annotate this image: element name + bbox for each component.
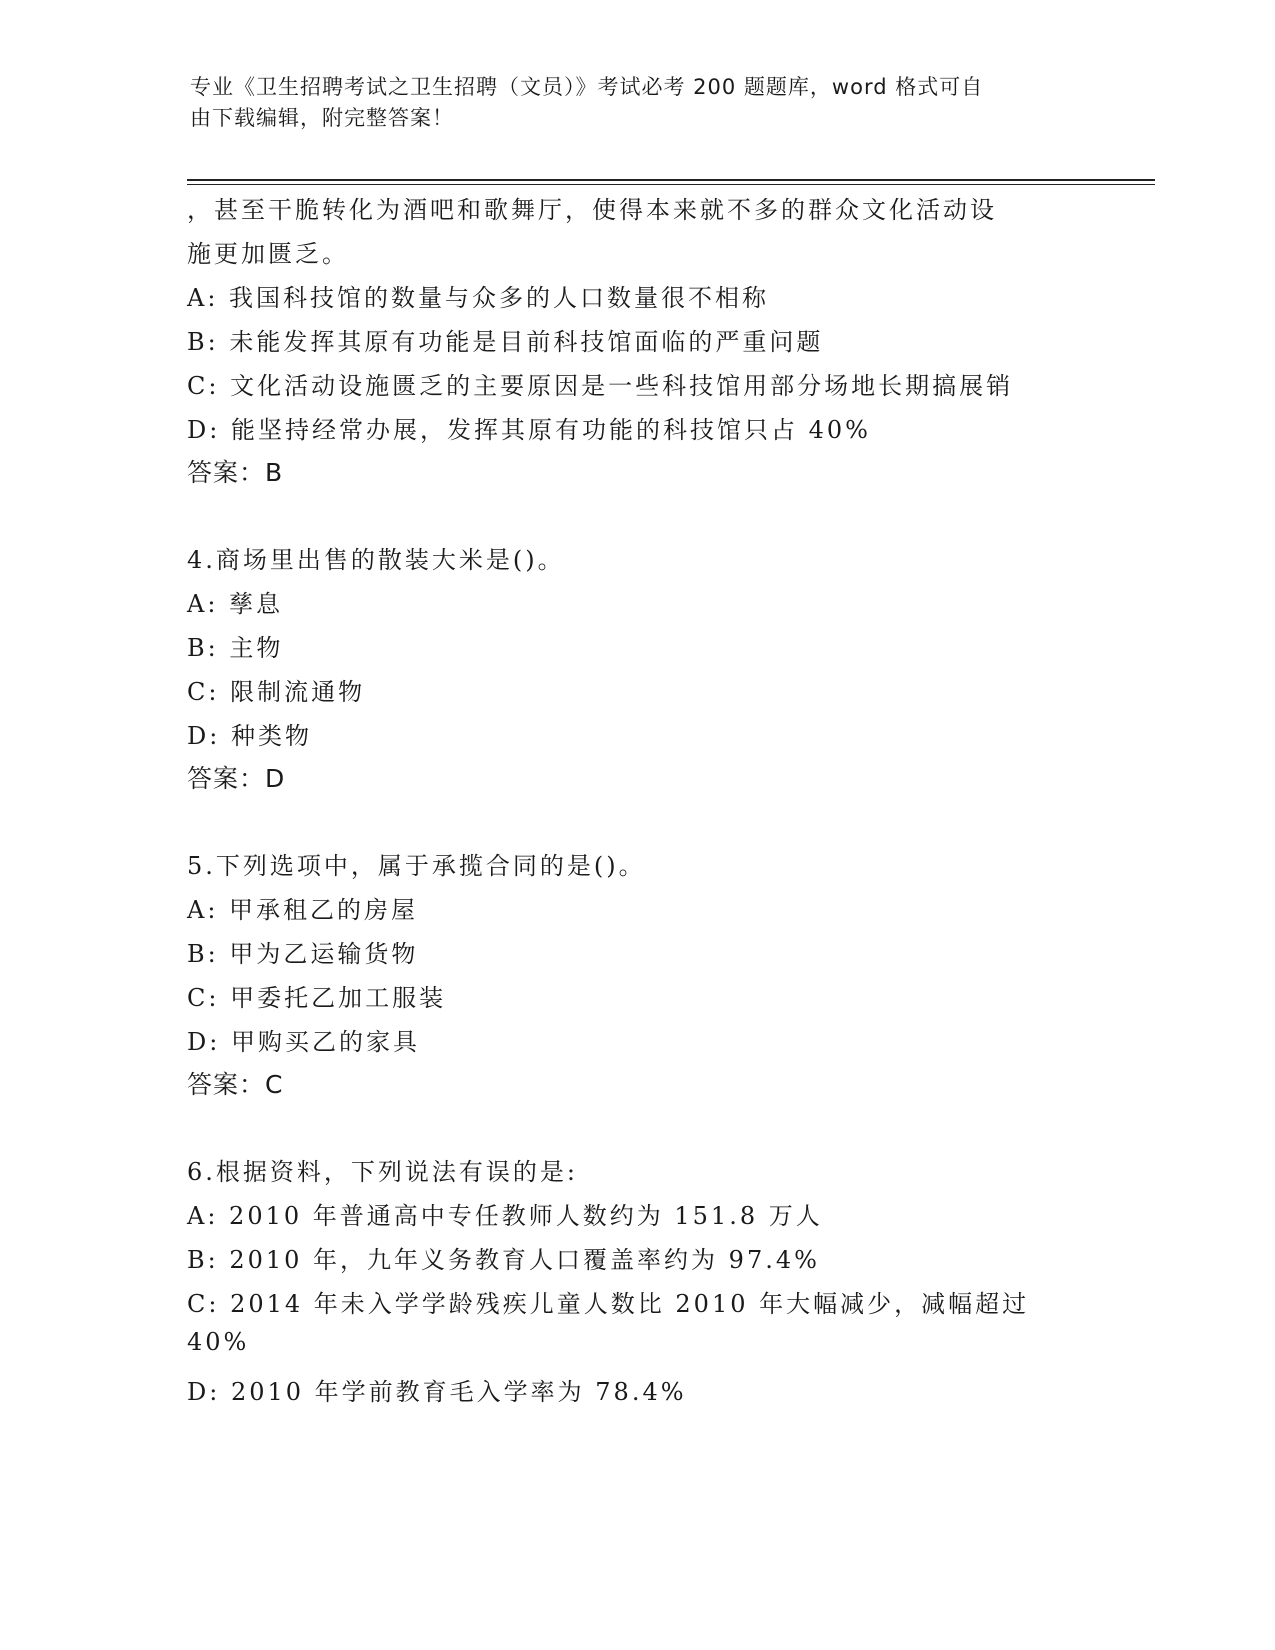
- answer-line: 答案：D: [187, 764, 286, 793]
- option-c: C: 限制流通物: [187, 678, 366, 706]
- option-c: C: 文化活动设施匮乏的主要原因是一些科技馆用部分场地长期搞展销: [187, 372, 1014, 400]
- header-divider: [187, 179, 1155, 185]
- option-b: B: 2010 年，九年义务教育人口覆盖率约为 97.4%: [187, 1246, 820, 1274]
- question-stem: 5.下列选项中，属于承揽合同的是()。: [187, 852, 646, 880]
- option-b: B: 主物: [187, 634, 284, 662]
- option-c-continuation: 40%: [187, 1328, 250, 1356]
- option-a: A: 孳息: [187, 590, 284, 618]
- option-d: D: 种类物: [187, 722, 312, 750]
- option-b: B: 未能发挥其原有功能是目前科技馆面临的严重问题: [187, 328, 824, 356]
- header-line-1: 专业《卫生招聘考试之卫生招聘（文员）》考试必考 200 题题库，word 格式可自: [190, 75, 984, 99]
- answer-line: 答案：C: [187, 1070, 284, 1099]
- option-a: A: 我国科技馆的数量与众多的人口数量很不相称: [187, 284, 770, 312]
- option-a: A: 2010 年普通高中专任教师人数约为 151.8 万人: [187, 1202, 823, 1230]
- question-stem: 6.根据资料，下列说法有误的是:: [187, 1158, 578, 1186]
- question-stem: 4.商场里出售的散装大米是()。: [187, 546, 565, 574]
- option-a: A: 甲承租乙的房屋: [187, 896, 419, 924]
- passage-line: ，甚至干脆转化为酒吧和歌舞厅，使得本来就不多的群众文化活动设: [187, 196, 997, 224]
- option-c: C: 甲委托乙加工服装: [187, 984, 447, 1012]
- answer-line: 答案：B: [187, 458, 284, 487]
- passage-line: 施更加匮乏。: [187, 240, 349, 268]
- option-d: D: 能坚持经常办展，发挥其原有功能的科技馆只占 40%: [187, 416, 871, 444]
- header-line-2: 由下载编辑，附完整答案！: [190, 106, 454, 130]
- document-header: [190, 72, 1090, 134]
- option-d: D: 2010 年学前教育毛入学率为 78.4%: [187, 1378, 687, 1406]
- option-b: B: 甲为乙运输货物: [187, 940, 419, 968]
- option-c: C: 2014 年未入学学龄残疾儿童人数比 2010 年大幅减少，减幅超过: [187, 1290, 1030, 1318]
- option-d: D: 甲购买乙的家具: [187, 1028, 420, 1056]
